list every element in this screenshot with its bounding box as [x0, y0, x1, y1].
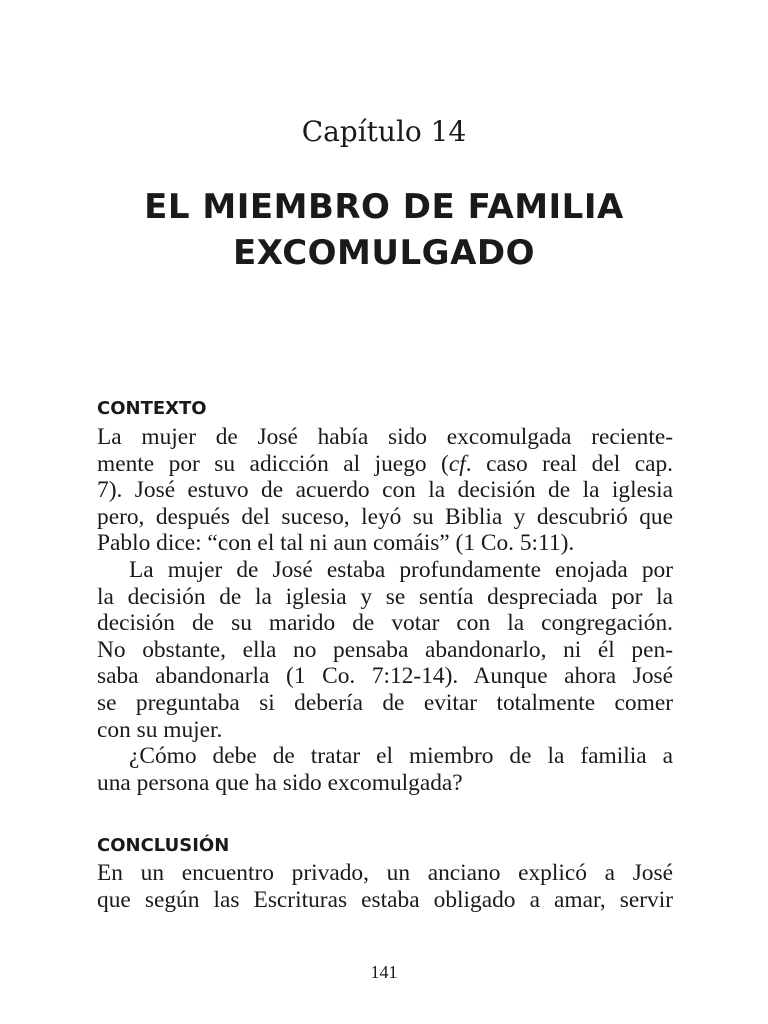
- text-line: Pablo dice: “con el tal ni aun comáis” (1 Co. 5:11).: [97, 530, 575, 557]
- text-line: 7). José estuvo de acuerdo con la decisión de la iglesia: [97, 477, 673, 504]
- chapter-title-line-2: EXCOMULGADO: [232, 233, 536, 273]
- contexto-paragraphs: [97, 424, 673, 796]
- chapter-label: Capítulo 14: [301, 115, 467, 148]
- text-fragment: . caso real del cap.: [465, 450, 673, 477]
- text-line: En un encuentro privado, un anciano explicó a José: [97, 860, 673, 886]
- text-line: No obstante, ella no pensaba abandonarlo, ni él pen-: [97, 636, 673, 663]
- text-line: [97, 451, 673, 478]
- text-line: ¿Cómo debe de tratar el miembro de la familia a: [129, 743, 673, 770]
- section-heading-contexto: CONTEXTO: [97, 398, 207, 419]
- chapter-title-line-1: EL MIEMBRO DE FAMILIA: [144, 187, 624, 227]
- page-number: 141: [370, 962, 398, 982]
- text-fragment: mente por su adicción al juego (: [97, 450, 449, 477]
- text-line: se preguntaba si debería de evitar totalmente comer: [97, 689, 673, 716]
- conclusion-paragraph: [97, 860, 673, 913]
- text-line: La mujer de José estaba profundamente enojada por: [129, 556, 673, 583]
- text-line: La mujer de José había sido excomulgada reciente-: [97, 424, 673, 450]
- text-line: pero, después del suceso, leyó su Biblia y descubrió que: [97, 503, 673, 530]
- section-heading-conclusion: CONCLUSIÓN: [97, 835, 230, 856]
- text-line: saba abandonarla (1 Co. 7:12-14). Aunque ahora José: [97, 663, 673, 690]
- italic-abbreviation: cf: [448, 450, 466, 477]
- text-line: decisión de su marido de votar con la congregación.: [97, 610, 673, 637]
- text-line: la decisión de la iglesia y se sentía despreciada por la: [97, 583, 673, 610]
- chapter-title: [0, 184, 768, 276]
- text-line: una persona que ha sido excomulgada?: [97, 769, 463, 796]
- text-line: con su mujer.: [97, 716, 223, 743]
- text-line: que según las Escrituras estaba obligado a amar, servir: [97, 886, 673, 913]
